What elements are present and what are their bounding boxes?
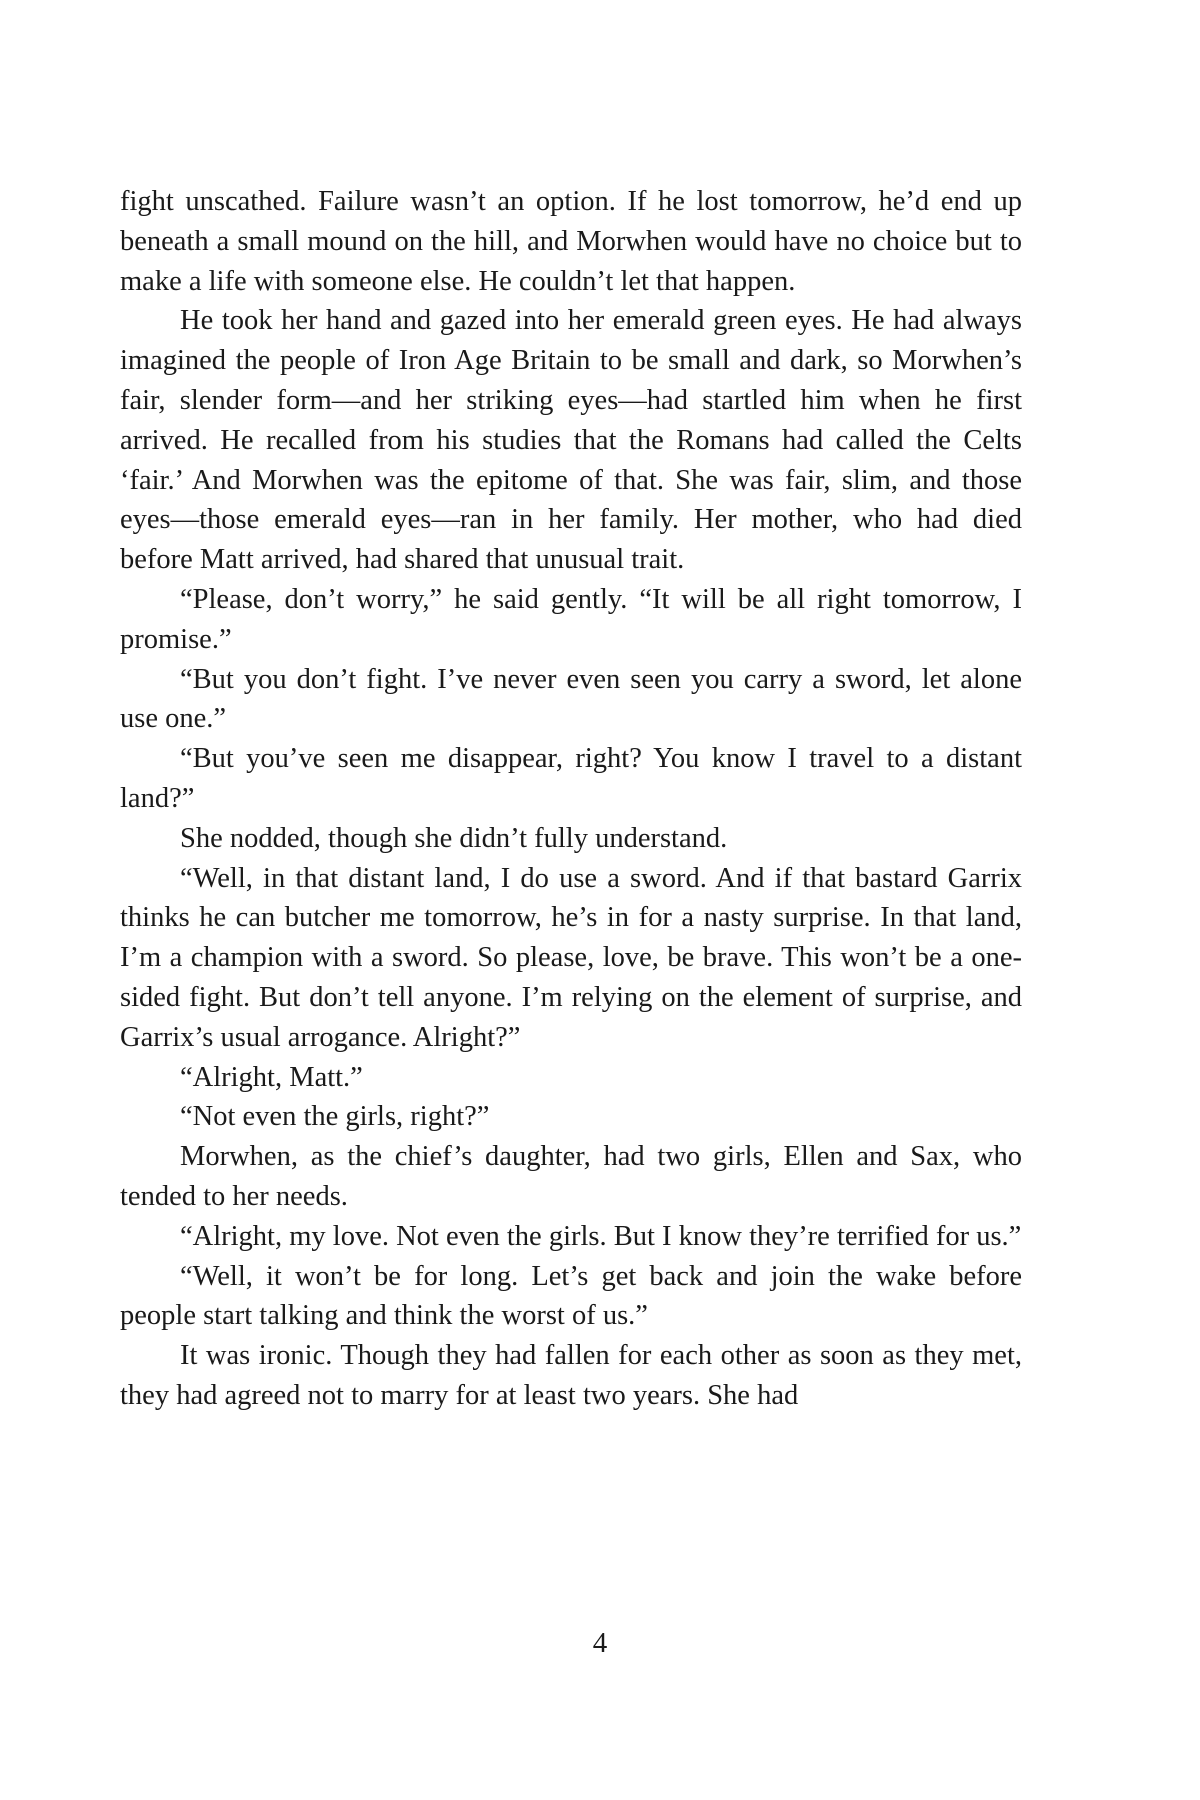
paragraph: “Not even the girls, right?” (180, 1101, 490, 1133)
page-number: 4 (592, 1627, 608, 1659)
paragraph: “Please, don’t worry,” he said gently. “It will be all right tomorrow, I promise.” (120, 583, 1022, 655)
body-text (120, 182, 1022, 1416)
paragraph: He took her hand and gazed into her emerald green eyes. He had always imagined the people of Iron Age Britain to be small and dark, so Morwhen’s fair, slender form—and her striking eyes—had startled him when he first arrived. He recalled from his studies that the Romans had called the Celts ‘fair.’ And Morwhen was the epitome of that. She was fair, slim, and those eyes—those emerald eyes—ran in her family. Her mother, who had died before Matt arrived, had shared that unusual trait. (120, 305, 1022, 576)
paragraph: “But you don’t fight. I’ve never even seen you carry a sword, let alone use one.” (120, 663, 1022, 735)
paragraph: “Well, in that distant land, I do use a sword. And if that bastard Garrix thinks he can butcher me tomorrow, he’s in for a nasty surprise. In that land, I’m a champion with a sword. So please, love, be brave. This won’t be a one-sided fight. But don’t tell anyone. I’m relying on the element of surprise, and Garrix’s usual arrogance. Alright?” (120, 862, 1022, 1053)
paragraph: “Alright, Matt.” (180, 1061, 363, 1093)
paragraph: “Alright, my love. Not even the girls. But I know they’re terrified for us.” (180, 1220, 1022, 1252)
paragraph: “But you’ve seen me disappear, right? You know I travel to a distant land?” (120, 743, 1022, 814)
paragraph: “Well, it won’t be for long. Let’s get back and join the wake before people start talking and think the worst of us.” (120, 1260, 1022, 1332)
paragraph: She nodded, though she didn’t fully understand. (180, 822, 728, 854)
paragraph: fight unscathed. Failure wasn’t an option. If he lost tomorrow, he’d end up beneath a small mound on the hill, and Morwhen would have no choice but to make a life with someone else. He couldn’t let that happen. (120, 186, 1022, 297)
paragraph: Morwhen, as the chief’s daughter, had two girls, Ellen and Sax, who tended to her needs. (120, 1141, 1022, 1212)
paragraph: It was ironic. Though they had fallen for each other as soon as they met, they had agreed not to marry for at least two years. She had (120, 1340, 1022, 1411)
